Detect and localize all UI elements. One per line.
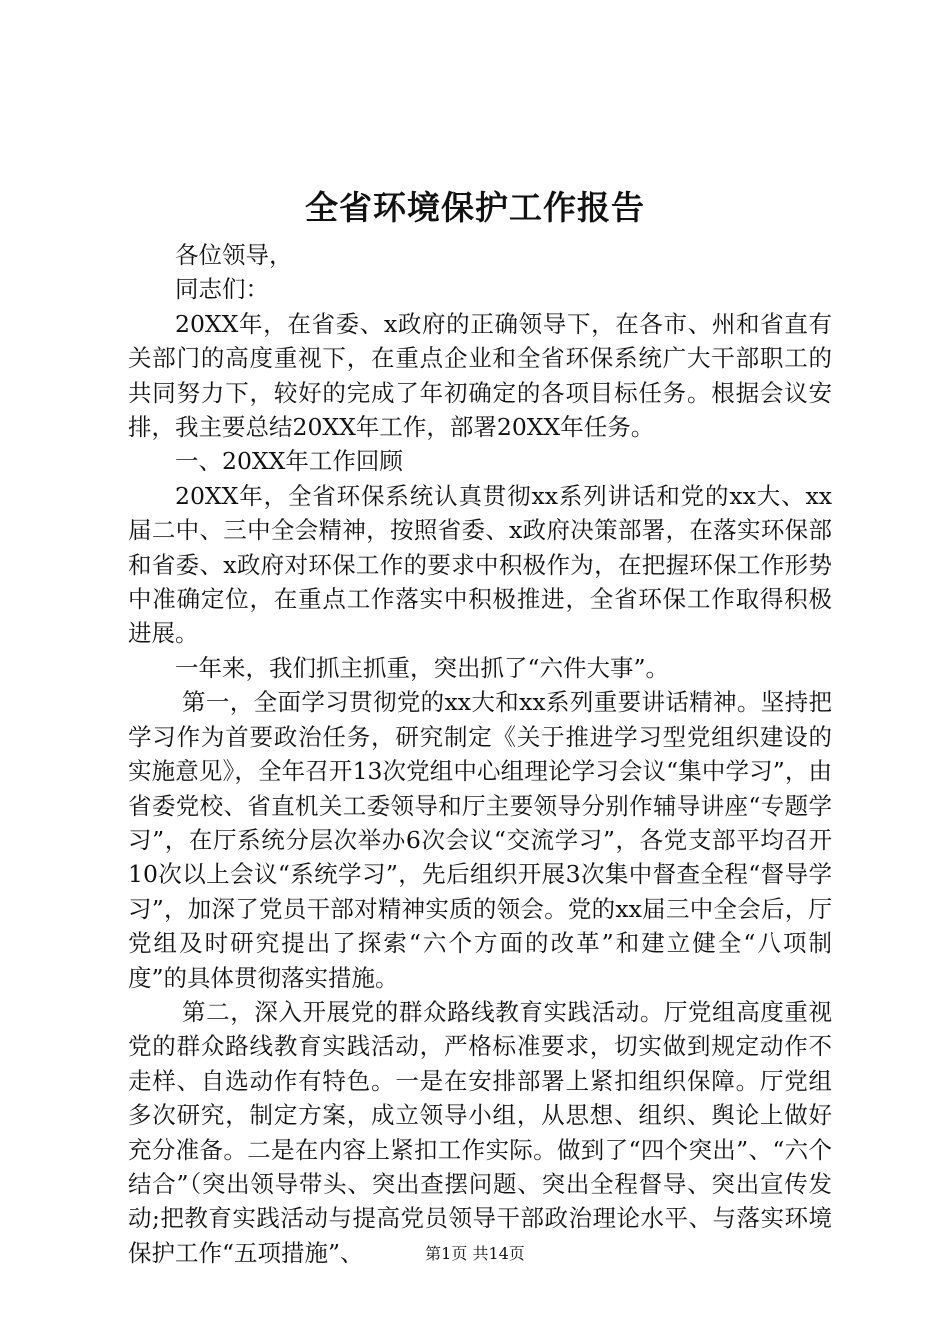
second-item-paragraph: 第二，深入开展党的群众路线教育实践活动。厅党组高度重视党的群众路线教育实践活动，严格标准要求，切实做到规定动作不走样、自选动作有特色。一是在安排部署上紧扣组织保障。厅党组多次研究，制定方案，成立领导小组，从思想、组织、舆论上做好充分准备。二是在内容上紧扣工作实际。做到了“四个突出”、“六个结合”（突出领导带头、突出查摆问题、突出全程督导、突出宣传发动;把教育实践活动与提高党员领导干部政治理论水平、与落实环境保护工作“五项措施”、	[128, 997, 832, 1267]
six-events-paragraph: 一年来，我们抓主抓重，突出抓了“六件大事”。	[175, 653, 670, 682]
salutation-leaders: 各位领导，	[175, 241, 293, 269]
salutation-comrades: 同志们：	[175, 275, 269, 304]
review-paragraph: 20XX年，全省环保系统认真贯彻xx系列讲话和党的xx大、xx届二中、三中全会精神，按照省委、x政府决策部署，在落实环保部和省委、x政府对环保工作的要求中积极作为，在把握环保工作形势中准确定位，在重点工作落实中积极推进，全省环保工作取得积极进展。	[128, 481, 832, 648]
first-item-paragraph: 第一，全面学习贯彻党的xx大和xx系列重要讲话精神。坚持把学习作为首要政治任务，研究制定《关于推进学习型党组织建设的实施意见》，全年召开13次党组中心组理论学习会议“集中学习”，由省委党校、省直机关工委领导和厅主要领导分别作辅导讲座“专题学习”，在厅系统分层次举办6次会议“交流学习”，各党支部平均召开10次以上会议“系统学习”，先后组织开展3次集中督查全程“督导学习”，加深了党员干部对精神实质的领会。党的xx届三中全会后，厅党组及时研究提出了探索“六个方面的改革”和建立健全“八项制度”的具体贯彻落实措施。	[128, 688, 832, 992]
intro-paragraph: 20XX年，在省委、x政府的正确领导下，在各市、州和省直有关部门的高度重视下，在重点企业和全省环保系统广大干部职工的共同努力下，较好的完成了年初确定的各项目标任务。根据会议安排，我主要总结20XX年工作，部署20XX年任务。	[128, 309, 832, 442]
document-title: 全省环境保护工作报告	[305, 188, 645, 227]
section-heading-review: 一、20XX年工作回顾	[175, 447, 403, 476]
document-body	[128, 238, 832, 1270]
page-number-footer: 第1页 共14页	[425, 1244, 525, 1263]
